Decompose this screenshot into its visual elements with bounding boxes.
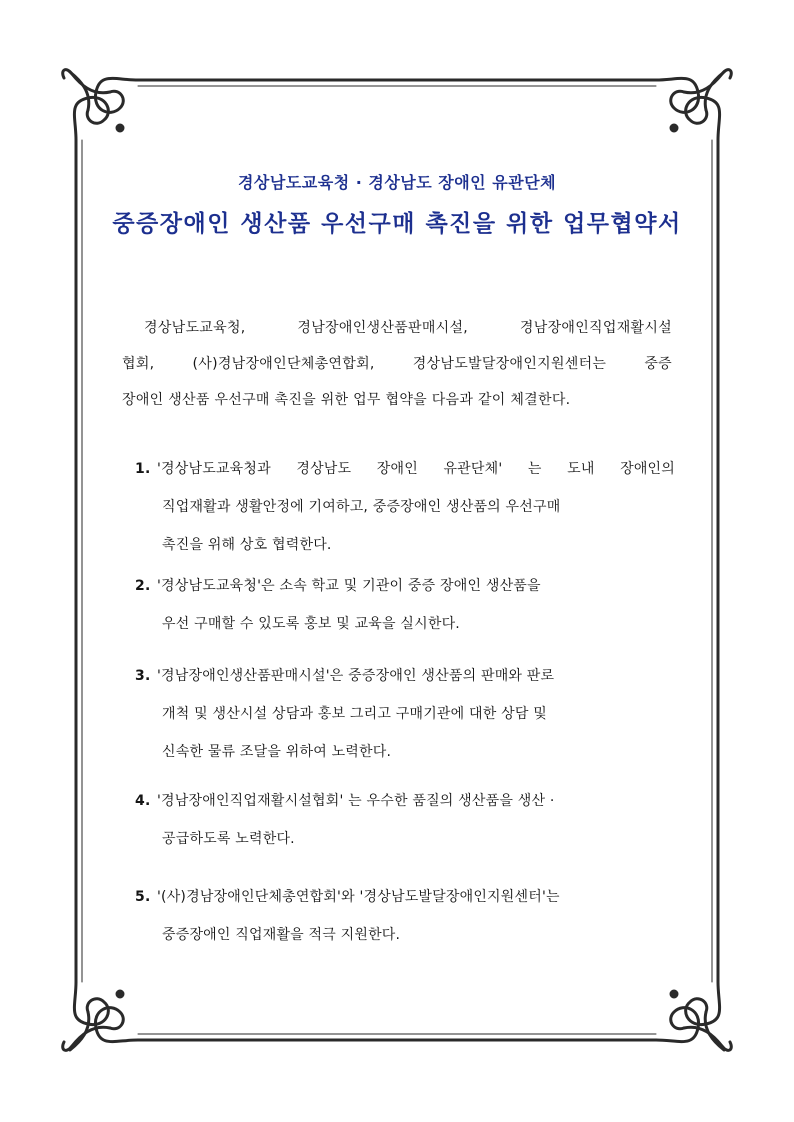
article-line: 개척 및 생산시설 상담과 홍보 그리고 구매기관에 대한 상담 및 (162, 706, 547, 722)
article-number: 1. (135, 461, 151, 477)
article-4 (135, 782, 675, 858)
intro-line: 장애인 생산품 우선구매 촉진을 위한 업무 협약을 다음과 같이 체결한다. (122, 392, 571, 408)
article-number: 3. (135, 668, 151, 684)
article-line (135, 782, 675, 820)
article-line: 우선 구매할 수 있도록 홍보 및 교육을 실시한다. (162, 616, 460, 632)
article-line (135, 450, 675, 488)
article-number: 5. (135, 889, 151, 905)
article-2 (135, 567, 675, 643)
corner-ornament-top-right (656, 70, 731, 140)
intro-line: 협회, (사)경남장애인단체총연합회, 경상남도발달장애인지원센터는 중증 (122, 356, 672, 372)
corner-ornament-bottom-right (656, 982, 731, 1050)
corner-ornament-top-left (63, 70, 138, 140)
article-text: '경상남도교육청'은 소속 학교 및 기관이 중증 장애인 생산품을 (157, 578, 541, 594)
article-text: '경상남도교육청과 경상남도 장애인 유관단체' 는 도내 장애인의 (157, 461, 675, 477)
intro-paragraph (122, 310, 672, 418)
article-line: 신속한 물류 조달을 위하여 노력한다. (162, 744, 392, 760)
article-3 (135, 657, 675, 771)
article-line: 공급하도록 노력한다. (162, 831, 295, 847)
intro-line: 경상남도교육청, 경남장애인생산품판매시설, 경남장애인직업재활시설 (144, 320, 672, 336)
article-line (135, 657, 675, 695)
article-text: '(사)경남장애인단체총연합회'와 '경상남도발달장애인지원센터'는 (157, 889, 560, 905)
article-number: 2. (135, 578, 151, 594)
corner-ornament-bottom-left (63, 982, 138, 1050)
article-line: 직업재활과 생활안정에 기여하고, 중증장애인 생산품의 우선구매 (162, 499, 561, 515)
article-text: '경남장애인생산품판매시설'은 중증장애인 생산품의 판매와 판로 (157, 668, 555, 684)
article-number: 4. (135, 793, 151, 809)
article-line: 중증장애인 직업재활을 적극 지원한다. (162, 927, 401, 943)
article-5 (135, 878, 675, 954)
article-line (135, 567, 675, 605)
article-line (135, 878, 675, 916)
article-1 (135, 450, 675, 564)
article-text: '경남장애인직업재활시설협회' 는 우수한 품질의 생산품을 생산 · (157, 793, 555, 809)
header-subtitle: 경상남도교육청 · 경상남도 장애인 유관단체 (237, 173, 557, 192)
document-title: 중증장애인 생산품 우선구매 촉진을 위한 업무협약서 (112, 211, 682, 237)
article-line: 촉진을 위해 상호 협력한다. (162, 537, 332, 553)
